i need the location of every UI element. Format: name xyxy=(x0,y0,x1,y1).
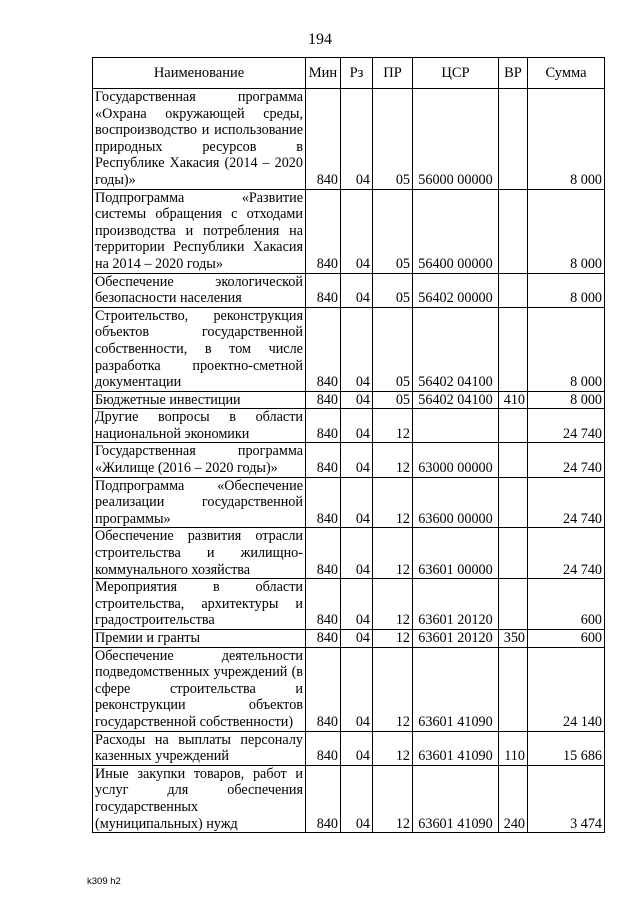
cell-vr xyxy=(499,307,528,391)
cell-pr: 12 xyxy=(373,731,413,765)
cell-name: Другие вопросы в области национальной экономики xyxy=(93,409,306,443)
cell-csr: 56000 00000 xyxy=(413,89,499,190)
cell-min: 840 xyxy=(306,409,341,443)
cell-name: Государственная программа «Охрана окружающей среды, воспроизводство и использование природных ресурсов в Республике Хакасия (2014 – 2020 годы)» xyxy=(93,89,306,190)
cell-rz: 04 xyxy=(341,409,373,443)
cell-rz: 04 xyxy=(341,528,373,579)
cell-csr: 63601 20120 xyxy=(413,579,499,630)
cell-vr xyxy=(499,443,528,477)
cell-min: 840 xyxy=(306,765,341,832)
table-row xyxy=(93,630,605,648)
table-row xyxy=(93,477,605,528)
column-header-vr: ВР xyxy=(499,58,528,89)
table-row xyxy=(93,89,605,190)
table-row xyxy=(93,273,605,307)
cell-rz: 04 xyxy=(341,391,373,409)
cell-csr: 56402 04100 xyxy=(413,391,499,409)
cell-min: 840 xyxy=(306,443,341,477)
cell-sum: 600 xyxy=(528,630,605,648)
cell-min: 840 xyxy=(306,307,341,391)
table-row xyxy=(93,307,605,391)
table-row xyxy=(93,189,605,273)
column-header-name: Наименование xyxy=(93,58,306,89)
cell-vr xyxy=(499,409,528,443)
cell-min: 840 xyxy=(306,630,341,648)
cell-csr: 63601 41090 xyxy=(413,647,499,731)
cell-name: Подпрограмма «Обеспечение реализации государственной программы» xyxy=(93,477,306,528)
cell-pr: 12 xyxy=(373,647,413,731)
cell-pr: 12 xyxy=(373,765,413,832)
cell-sum: 8 000 xyxy=(528,391,605,409)
column-header-rz: Рз xyxy=(341,58,373,89)
cell-vr: 410 xyxy=(499,391,528,409)
cell-min: 840 xyxy=(306,528,341,579)
cell-csr: 63601 41090 xyxy=(413,731,499,765)
cell-sum: 600 xyxy=(528,579,605,630)
cell-vr xyxy=(499,89,528,190)
cell-vr xyxy=(499,477,528,528)
cell-rz: 04 xyxy=(341,630,373,648)
cell-name: Иные закупки товаров, работ и услуг для обеспечения государственных (муниципальных) нужд xyxy=(93,765,306,832)
cell-vr: 110 xyxy=(499,731,528,765)
cell-sum: 8 000 xyxy=(528,89,605,190)
column-header-sum: Сумма xyxy=(528,58,605,89)
cell-vr xyxy=(499,273,528,307)
cell-pr: 12 xyxy=(373,409,413,443)
table-row xyxy=(93,647,605,731)
cell-vr xyxy=(499,647,528,731)
cell-name: Бюджетные инвестиции xyxy=(93,391,306,409)
page-number: 194 xyxy=(308,31,332,48)
cell-name: Государственная программа «Жилище (2016 – 2020 годы)» xyxy=(93,443,306,477)
cell-csr: 63601 00000 xyxy=(413,528,499,579)
cell-min: 840 xyxy=(306,391,341,409)
cell-rz: 04 xyxy=(341,477,373,528)
cell-sum: 8 000 xyxy=(528,189,605,273)
cell-min: 840 xyxy=(306,273,341,307)
cell-csr: 56402 00000 xyxy=(413,273,499,307)
table-row xyxy=(93,765,605,832)
cell-pr: 05 xyxy=(373,273,413,307)
cell-vr xyxy=(499,528,528,579)
cell-rz: 04 xyxy=(341,307,373,391)
cell-csr: 56402 04100 xyxy=(413,307,499,391)
cell-min: 840 xyxy=(306,477,341,528)
cell-sum: 24 740 xyxy=(528,443,605,477)
cell-pr: 05 xyxy=(373,189,413,273)
cell-pr: 05 xyxy=(373,307,413,391)
cell-rz: 04 xyxy=(341,273,373,307)
column-header-csr: ЦСР xyxy=(413,58,499,89)
cell-csr: 63601 41090 xyxy=(413,765,499,832)
cell-csr: 63000 00000 xyxy=(413,443,499,477)
cell-min: 840 xyxy=(306,731,341,765)
table-row xyxy=(93,443,605,477)
cell-pr: 12 xyxy=(373,477,413,528)
cell-csr: 63601 20120 xyxy=(413,630,499,648)
cell-name: Мероприятия в области строительства, архитектуры и градостроительства xyxy=(93,579,306,630)
cell-rz: 04 xyxy=(341,647,373,731)
cell-vr xyxy=(499,579,528,630)
cell-min: 840 xyxy=(306,89,341,190)
cell-csr: 63600 00000 xyxy=(413,477,499,528)
cell-name: Обеспечение экологической безопасности населения xyxy=(93,273,306,307)
column-header-pr: ПР xyxy=(373,58,413,89)
table-row xyxy=(93,409,605,443)
cell-sum: 24 740 xyxy=(528,477,605,528)
cell-rz: 04 xyxy=(341,89,373,190)
cell-pr: 12 xyxy=(373,443,413,477)
table-row xyxy=(93,731,605,765)
cell-min: 840 xyxy=(306,647,341,731)
table-row xyxy=(93,528,605,579)
cell-vr: 240 xyxy=(499,765,528,832)
cell-pr: 05 xyxy=(373,89,413,190)
cell-rz: 04 xyxy=(341,765,373,832)
document-footer-code: k309 h2 xyxy=(87,876,121,887)
cell-pr: 12 xyxy=(373,528,413,579)
cell-name: Обеспечение развития отрасли строительства и жилищно-коммунального хозяйства xyxy=(93,528,306,579)
cell-sum: 24 740 xyxy=(528,409,605,443)
cell-sum: 8 000 xyxy=(528,273,605,307)
table-row xyxy=(93,579,605,630)
cell-min: 840 xyxy=(306,579,341,630)
cell-min: 840 xyxy=(306,189,341,273)
column-header-min: Мин xyxy=(306,58,341,89)
cell-sum: 3 474 xyxy=(528,765,605,832)
cell-name: Премии и гранты xyxy=(93,630,306,648)
cell-sum: 24 140 xyxy=(528,647,605,731)
table-body xyxy=(93,89,605,833)
budget-table xyxy=(92,57,605,833)
cell-csr: 56400 00000 xyxy=(413,189,499,273)
table-row xyxy=(93,391,605,409)
cell-name: Подпрограмма «Развитие системы обращения с отходами производства и потребления на территории Республики Хакасия на 2014 – 2020 годы» xyxy=(93,189,306,273)
cell-name: Строительство, реконструкция объектов государственной собственности, в том числе разработка проектно-сметной документации xyxy=(93,307,306,391)
cell-rz: 04 xyxy=(341,731,373,765)
cell-rz: 04 xyxy=(341,189,373,273)
cell-name: Обеспечение деятельности подведомственных учреждений (в сфере строительства и реконструкции объектов государственной собственности) xyxy=(93,647,306,731)
cell-sum: 8 000 xyxy=(528,307,605,391)
cell-rz: 04 xyxy=(341,443,373,477)
cell-vr: 350 xyxy=(499,630,528,648)
cell-sum: 24 740 xyxy=(528,528,605,579)
table-header-row xyxy=(93,58,605,89)
cell-sum: 15 686 xyxy=(528,731,605,765)
cell-name: Расходы на выплаты персоналу казенных учреждений xyxy=(93,731,306,765)
cell-pr: 12 xyxy=(373,579,413,630)
cell-pr: 05 xyxy=(373,391,413,409)
cell-vr xyxy=(499,189,528,273)
cell-csr xyxy=(413,409,499,443)
cell-pr: 12 xyxy=(373,630,413,648)
cell-rz: 04 xyxy=(341,579,373,630)
